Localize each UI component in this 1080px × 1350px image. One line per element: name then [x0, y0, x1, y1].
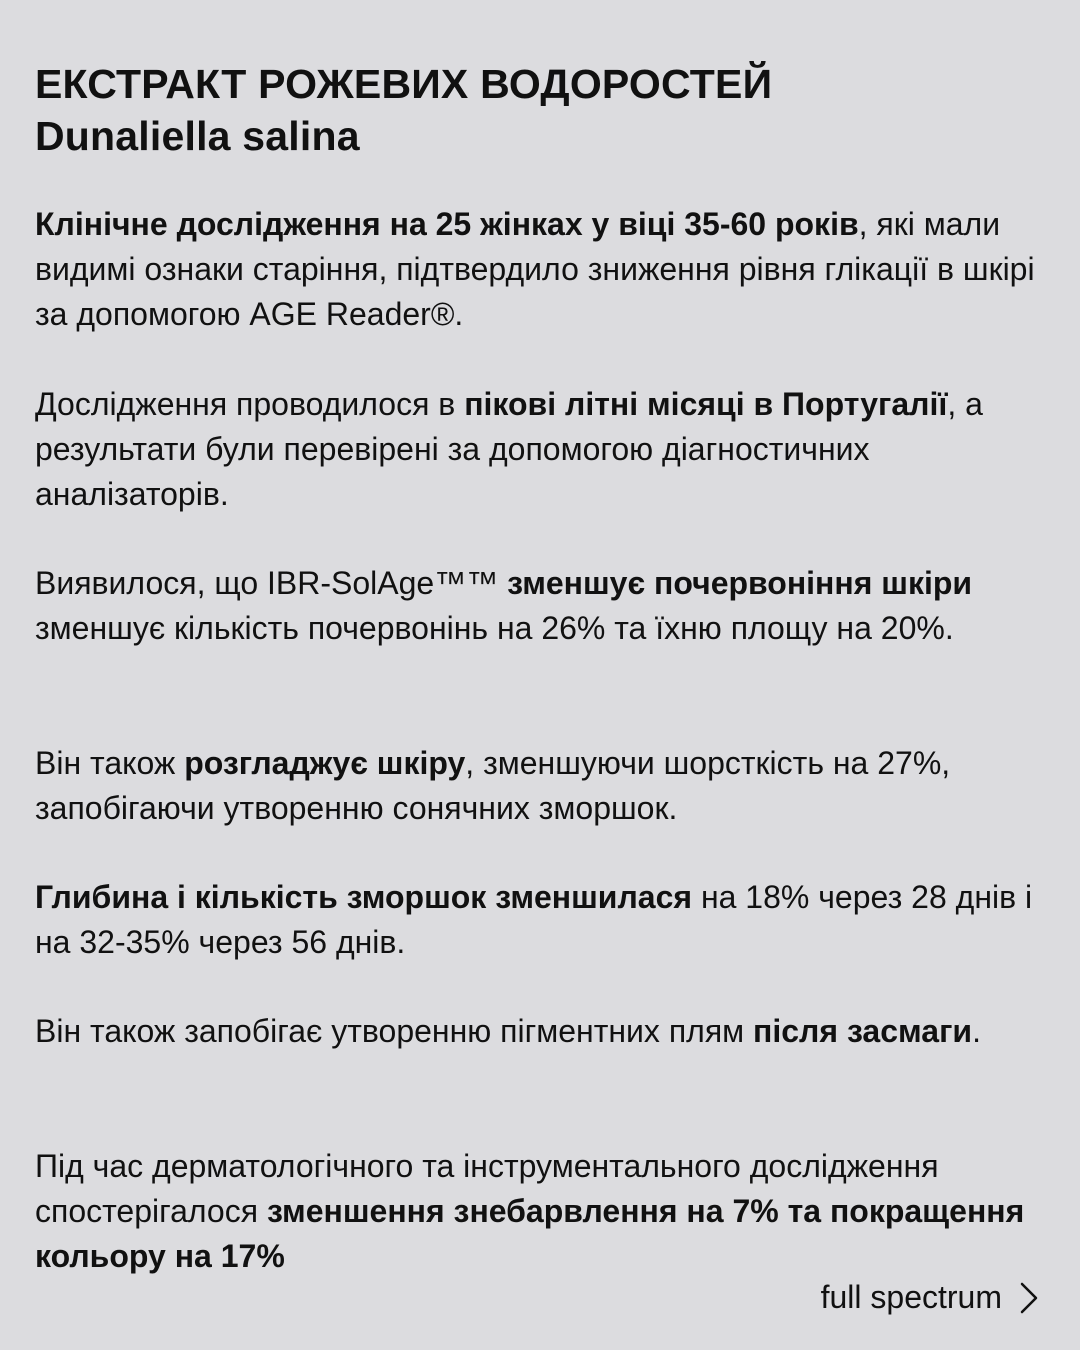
- body-text: Він також: [35, 745, 185, 781]
- page-title: [35, 58, 1045, 162]
- title-main: ЕКСТРАКТ РОЖЕВИХ ВОДОРОСТЕЙ: [35, 61, 773, 107]
- full-spectrum-link[interactable]: [821, 1275, 1040, 1320]
- body-text: Виявилося, що IBR-SolAge™™: [35, 565, 508, 601]
- wrinkles-paragraph: [35, 875, 1045, 965]
- clinical-study-paragraph: [35, 202, 1045, 337]
- body-text: Дослідження проводилося в: [35, 386, 465, 422]
- highlight-text: розгладжує шкіру: [184, 745, 466, 781]
- highlight-text: зменшує почервоніння шкіри: [507, 565, 973, 601]
- highlight-text: Глибина і кількість зморшок зменшилася: [35, 879, 693, 915]
- study-location-paragraph: [35, 382, 1045, 517]
- redness-paragraph: [35, 561, 1045, 651]
- discoloration-paragraph: [35, 1144, 1045, 1279]
- body-text: , а результати були перевірені за допомогою діагностичних аналізаторів.: [35, 386, 983, 512]
- body-text: , зменшуючи шорсткість на 27%, запобігаючи утворенню сонячних зморшок.: [35, 745, 951, 826]
- body-text: , які мали видимі ознаки старіння, підтвердило зниження рівня глікації в шкірі за допомогою AGE Reader®.: [35, 206, 1035, 332]
- highlight-text: після засмаги: [753, 1013, 973, 1049]
- smoothing-paragraph: [35, 741, 1045, 831]
- title-latin-name: Dunaliella salina: [35, 113, 360, 159]
- highlight-text: Клінічне дослідження на 25 жінках у віці 35-60 років: [35, 206, 859, 242]
- body-text: зменшує кількість почервонінь на 26% та їхню площу на 20%.: [35, 610, 954, 646]
- highlight-text: пікові літні місяці в Португалії: [464, 386, 948, 422]
- body-text: .: [972, 1013, 981, 1049]
- body-text: на 18% через 28 днів і на 32-35% через 56 днів.: [35, 879, 1033, 960]
- chevron-right-icon: [1018, 1280, 1040, 1316]
- highlight-text: зменшення знебарвлення на 7% та покращення кольору на 17%: [35, 1193, 1025, 1274]
- body-text: Він також запобігає утворенню пігментних плям: [35, 1013, 754, 1049]
- body-text: Під час дерматологічного та інструментального дослідження спостерігалося: [35, 1148, 939, 1229]
- full-spectrum-label: full spectrum: [820, 1279, 1002, 1315]
- pigment-paragraph: [35, 1009, 1045, 1054]
